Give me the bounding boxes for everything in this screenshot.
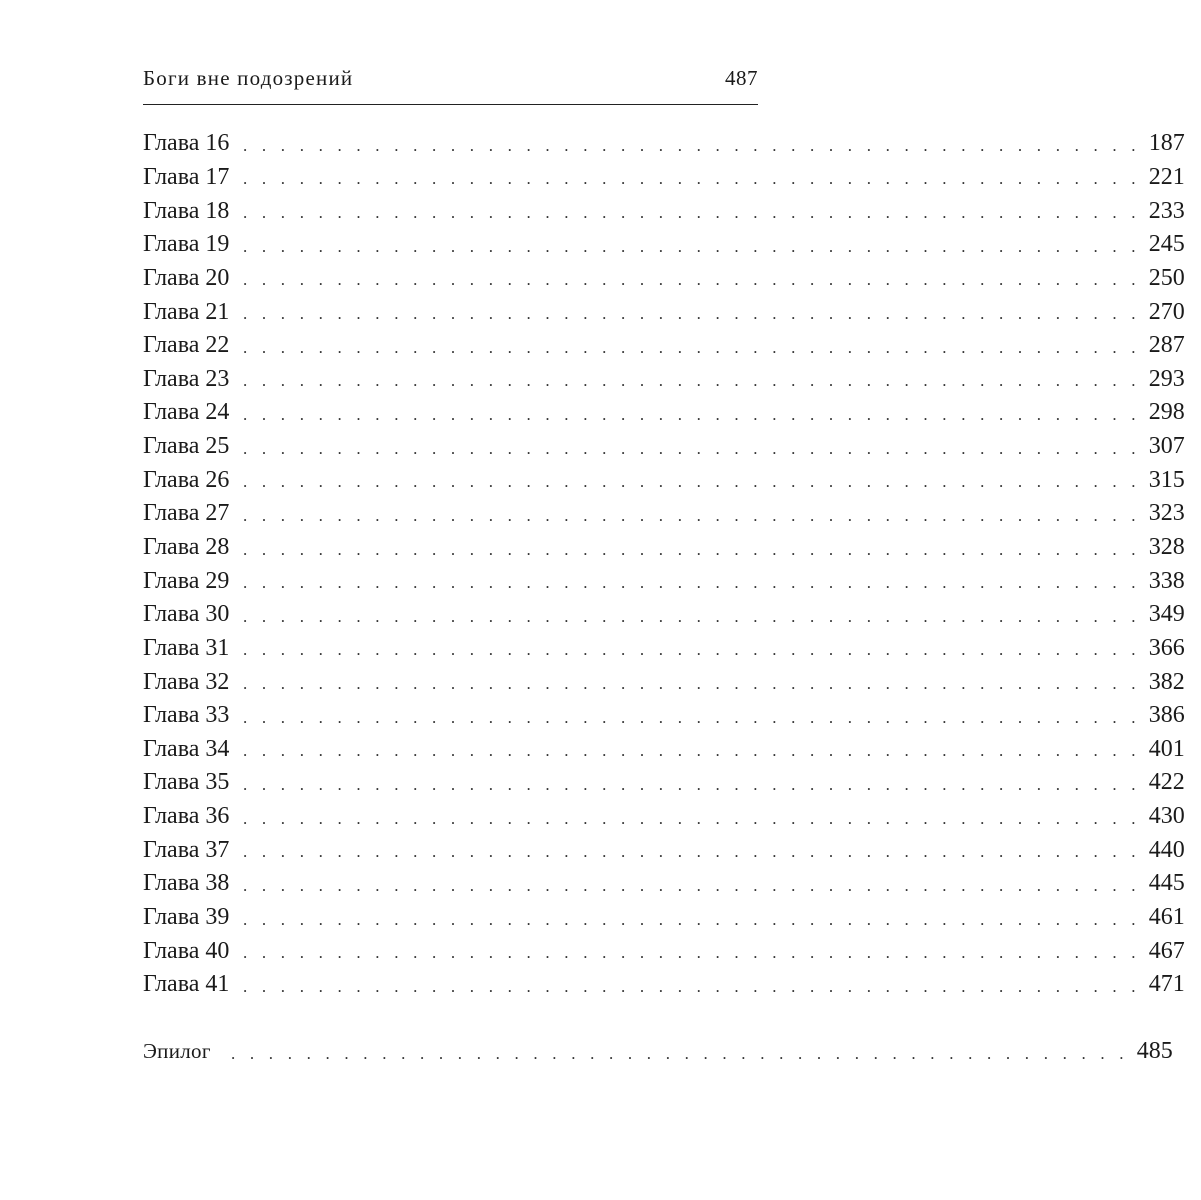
dot-leader: . . . . . . . . . . . . . . . . . . . . . . . . . . . . . . . . . . . . . . . . . . . . . . . . — [243, 943, 1141, 963]
toc-entry-page: 307 — [1148, 433, 1185, 460]
toc-entry — [143, 901, 1185, 935]
toc-entry-label: Глава 16 — [143, 130, 230, 157]
toc-entry-label: Глава 17 — [143, 163, 230, 190]
toc-entry-label: Глава 23 — [143, 365, 230, 392]
toc-row — [143, 1035, 1173, 1069]
toc-entry — [143, 800, 1185, 834]
dot-leader: . . . . . . . . . . . . . . . . . . . . . . . . . . . . . . . . . . . . . . . . . . . . . . . . — [243, 842, 1141, 862]
dot-leader: . . . . . . . . . . . . . . . . . . . . . . . . . . . . . . . . . . . . . . . . . . . . . . . . — [243, 976, 1141, 996]
toc-entry — [143, 228, 1185, 262]
toc-entry — [143, 934, 1185, 968]
toc-entry-label: Глава 33 — [143, 702, 230, 729]
toc-entry-page: 293 — [1148, 365, 1185, 392]
toc-entry-page: 440 — [1148, 836, 1185, 863]
toc-entry-page: 349 — [1148, 601, 1185, 628]
book-title: Боги вне подозрений — [143, 66, 354, 90]
toc-entry-page: 270 — [1148, 298, 1185, 325]
toc-entry-page: 298 — [1148, 399, 1185, 426]
toc-entry-page: 386 — [1148, 702, 1185, 729]
dot-leader: . . . . . . . . . . . . . . . . . . . . . . . . . . . . . . . . . . . . . . . . . . . . . . . . — [243, 270, 1141, 290]
toc-entry-label: Глава 22 — [143, 332, 230, 359]
toc-entry-page: 382 — [1148, 668, 1185, 695]
toc-entry-label: Глава 32 — [143, 668, 230, 695]
toc-entry-page: 323 — [1148, 500, 1185, 527]
toc-entry-label: Глава 35 — [143, 769, 230, 796]
toc-entry-label: Глава 24 — [143, 399, 230, 426]
toc-entry-page: 467 — [1148, 937, 1185, 964]
toc-entry-page: 328 — [1148, 534, 1185, 560]
toc-entry — [143, 564, 1185, 598]
toc-entry-page: 250 — [1148, 264, 1185, 291]
toc-entry — [143, 295, 1185, 329]
dot-leader: . . . . . . . . . . . . . . . . . . . . . . . . . . . . . . . . . . . . . . . . . . . . . . . . — [243, 505, 1141, 525]
toc-entry — [143, 463, 1185, 497]
dot-leader: . . . . . . . . . . . . . . . . . . . . . . . . . . . . . . . . . . . . . . . . . . . . . . . . — [243, 539, 1141, 559]
toc-entry-page: 471 — [1148, 971, 1185, 998]
toc-entry-label: Глава 37 — [143, 836, 230, 863]
toc-entry — [143, 665, 1185, 699]
toc-entry-label: Глава 39 — [143, 904, 230, 931]
dot-leader: . . . . . . . . . . . . . . . . . . . . . . . . . . . . . . . . . . . . . . . . . . . . . . . . — [231, 1043, 1129, 1063]
dot-leader: . . . . . . . . . . . . . . . . . . . . . . . . . . . . . . . . . . . . . . . . . . . . . . . . — [243, 909, 1141, 929]
toc-entry-label: Эпилог — [143, 1039, 211, 1064]
dot-leader: . . . . . . . . . . . . . . . . . . . . . . . . . . . . . . . . . . . . . . . . . . . . . . . . — [243, 674, 1141, 694]
dot-leader: . . . . . . . . . . . . . . . . . . . . . . . . . . . . . . . . . . . . . . . . . . . . . . . . — [243, 707, 1141, 727]
toc-entry-label: Глава 27 — [143, 500, 230, 527]
dot-leader: . . . . . . . . . . . . . . . . . . . . . . . . . . . . . . . . . . . . . . . . . . . . . . . . — [243, 203, 1141, 223]
toc-entry — [143, 430, 1185, 464]
toc-entry-label: Глава 19 — [143, 231, 230, 258]
toc-entry — [143, 867, 1185, 901]
toc-entry-label: Глава 29 — [143, 567, 230, 594]
dot-leader: . . . . . . . . . . . . . . . . . . . . . . . . . . . . . . . . . . . . . . . . . . . . . . . . — [243, 169, 1141, 189]
dot-leader: . . . . . . . . . . . . . . . . . . . . . . . . . . . . . . . . . . . . . . . . . . . . . . . . — [243, 337, 1141, 357]
toc-entry-label: Глава 34 — [143, 735, 230, 762]
toc-entry — [143, 262, 1185, 296]
toc-entry-page: 338 — [1148, 567, 1185, 594]
toc-entry-label: Глава 30 — [143, 601, 230, 628]
toc-entry-label: Глава 31 — [143, 634, 230, 661]
toc-entry-label: Глава 20 — [143, 264, 230, 291]
toc-entry-page: 187 — [1148, 130, 1185, 157]
toc-entry-page: 461 — [1148, 904, 1185, 931]
dot-leader: . . . . . . . . . . . . . . . . . . . . . . . . . . . . . . . . . . . . . . . . . . . . . . . . — [243, 640, 1141, 660]
toc-entry-page: 366 — [1148, 634, 1185, 661]
toc-entry — [143, 161, 1185, 195]
page-number: 487 — [725, 66, 758, 90]
dot-leader: . . . . . . . . . . . . . . . . . . . . . . . . . . . . . . . . . . . . . . . . . . . . . . . . — [243, 404, 1141, 424]
dot-leader: . . . . . . . . . . . . . . . . . . . . . . . . . . . . . . . . . . . . . . . . . . . . . . . . — [243, 741, 1141, 761]
dot-leader: . . . . . . . . . . . . . . . . . . . . . . . . . . . . . . . . . . . . . . . . . . . . . . . . — [243, 438, 1141, 458]
dot-leader: . . . . . . . . . . . . . . . . . . . . . . . . . . . . . . . . . . . . . . . . . . . . . . . . — [243, 236, 1141, 256]
dot-leader: . . . . . . . . . . . . . . . . . . . . . . . . . . . . . . . . . . . . . . . . . . . . . . . . — [243, 472, 1141, 492]
toc-entry-page: 422 — [1148, 769, 1185, 796]
running-header — [143, 66, 758, 100]
toc-entry — [143, 699, 1185, 733]
toc-entry-epilogue — [143, 1035, 1173, 1069]
toc-entry — [143, 329, 1185, 363]
toc-entry-label: Глава 28 — [143, 534, 230, 560]
toc-entry-page: 485 — [1136, 1038, 1173, 1065]
toc-entry — [143, 396, 1185, 430]
dot-leader: . . . . . . . . . . . . . . . . . . . . . . . . . . . . . . . . . . . . . . . . . . . . . . . . — [243, 135, 1141, 155]
toc-entry — [143, 833, 1185, 867]
toc-entry-label: Глава 40 — [143, 937, 230, 964]
toc-entry-page: 401 — [1148, 735, 1185, 762]
toc-entry-page: 221 — [1148, 163, 1185, 190]
toc-entry — [143, 362, 1185, 396]
toc-entry — [143, 968, 1185, 1002]
toc-entry — [143, 531, 1185, 565]
toc-entry — [143, 632, 1185, 666]
dot-leader: . . . . . . . . . . . . . . . . . . . . . . . . . . . . . . . . . . . . . . . . . . . . . . . . — [243, 606, 1141, 626]
toc-entry-label: Глава 36 — [143, 803, 230, 830]
toc-entry-page: 430 — [1148, 803, 1185, 830]
book-page — [143, 0, 1185, 1200]
toc-entry — [143, 733, 1185, 767]
dot-leader: . . . . . . . . . . . . . . . . . . . . . . . . . . . . . . . . . . . . . . . . . . . . . . . . — [243, 371, 1141, 391]
toc-entry — [143, 766, 1185, 800]
toc-entry-label: Глава 26 — [143, 466, 230, 493]
toc-entry-page: 445 — [1148, 870, 1185, 897]
table-of-contents — [143, 127, 1185, 1002]
toc-entry — [143, 127, 1185, 161]
header-rule — [143, 104, 758, 105]
dot-leader: . . . . . . . . . . . . . . . . . . . . . . . . . . . . . . . . . . . . . . . . . . . . . . . . — [243, 774, 1141, 794]
toc-entry — [143, 598, 1185, 632]
toc-entry-label: Глава 38 — [143, 870, 230, 897]
toc-entry-page: 287 — [1148, 332, 1185, 359]
dot-leader: . . . . . . . . . . . . . . . . . . . . . . . . . . . . . . . . . . . . . . . . . . . . . . . . — [243, 304, 1141, 324]
toc-entry-label: Глава 41 — [143, 971, 230, 998]
toc-entry-label: Глава 18 — [143, 197, 230, 224]
toc-entry-page: 233 — [1148, 197, 1185, 224]
dot-leader: . . . . . . . . . . . . . . . . . . . . . . . . . . . . . . . . . . . . . . . . . . . . . . . . — [243, 875, 1141, 895]
dot-leader: . . . . . . . . . . . . . . . . . . . . . . . . . . . . . . . . . . . . . . . . . . . . . . . . — [243, 808, 1141, 828]
toc-entry-page: 245 — [1148, 231, 1185, 258]
toc-entry-label: Глава 21 — [143, 298, 230, 325]
toc-entry-page: 315 — [1148, 466, 1185, 493]
toc-entry-label: Глава 25 — [143, 433, 230, 460]
toc-entry — [143, 194, 1185, 228]
dot-leader: . . . . . . . . . . . . . . . . . . . . . . . . . . . . . . . . . . . . . . . . . . . . . . . . — [243, 573, 1141, 593]
toc-entry — [143, 497, 1185, 531]
